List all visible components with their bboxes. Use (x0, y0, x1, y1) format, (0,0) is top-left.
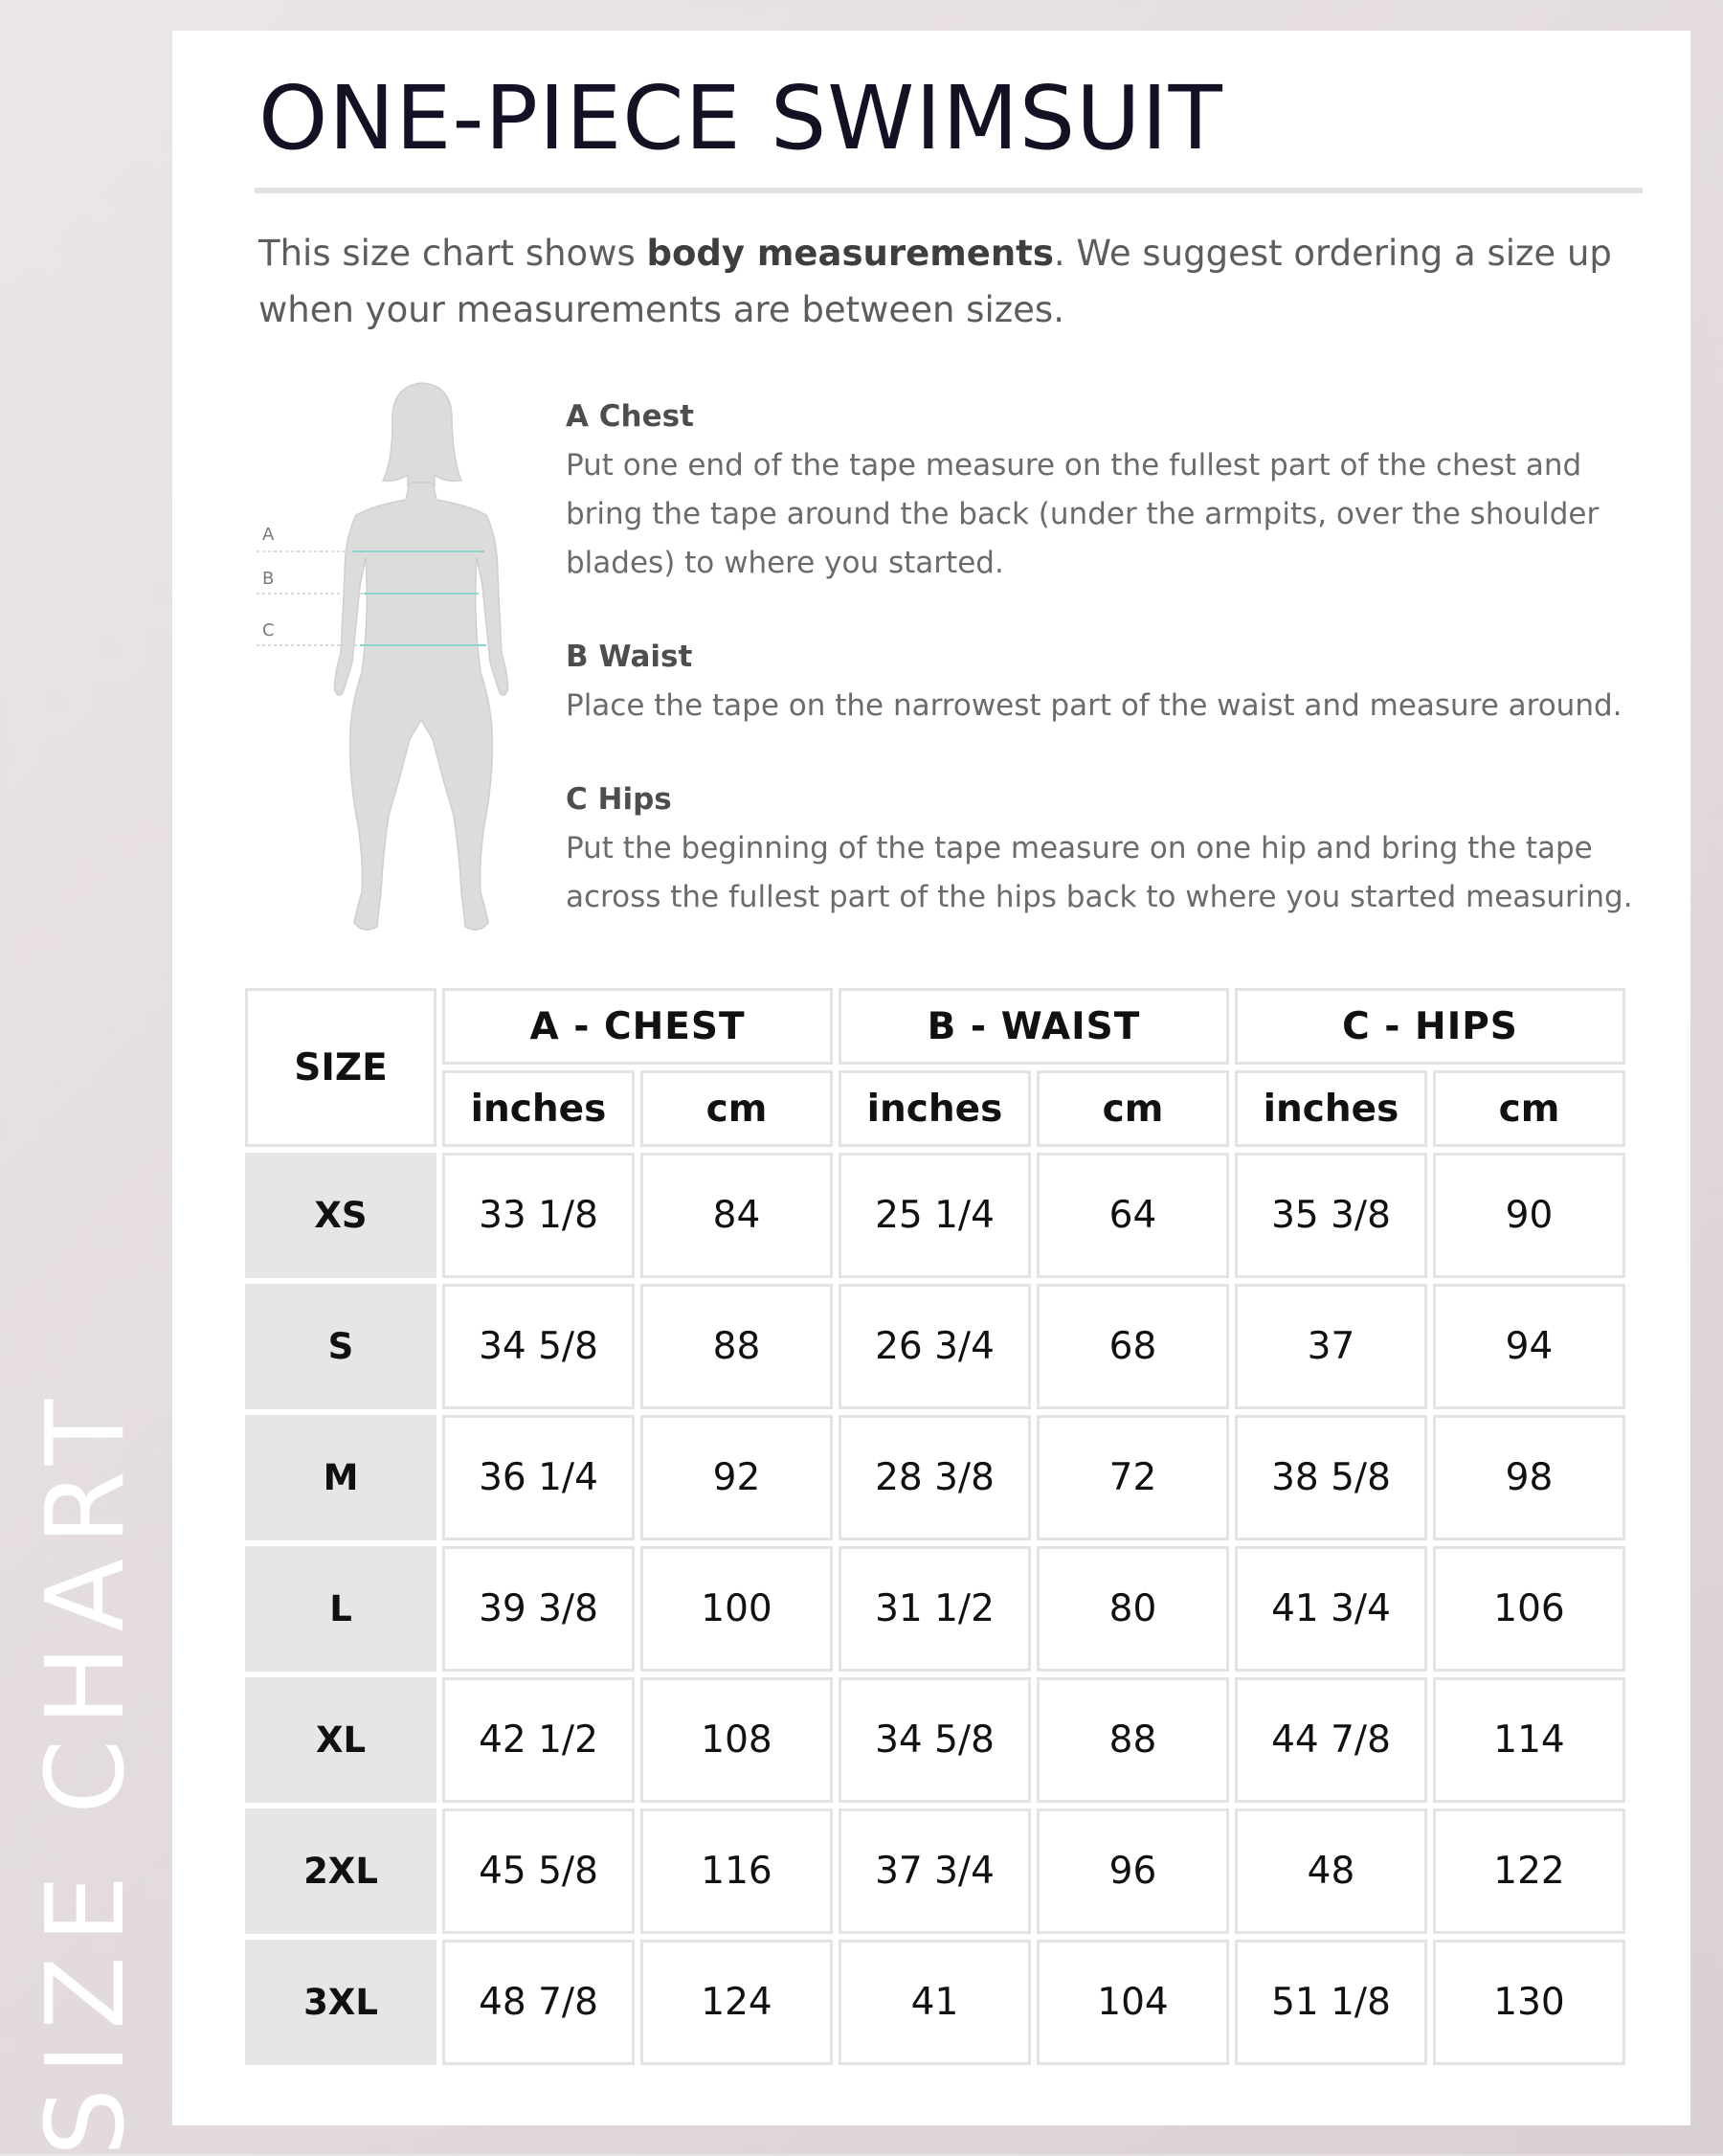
measurement-cell: 88 (640, 1284, 833, 1409)
measurement-cell: 48 (1235, 1808, 1427, 1934)
marker-a: A (262, 525, 275, 545)
measurement-cell: 64 (1037, 1153, 1229, 1278)
unit-header: inches (442, 1070, 635, 1147)
instruction-text: Put the beginning of the tape measure on one hip and bring the tape across the fullest part of the hips back to where you started measuring. (566, 831, 1633, 914)
table-header-row (245, 988, 1625, 1065)
measurement-cell: 31 1/2 (839, 1546, 1031, 1672)
measurement-cell: 28 3/8 (839, 1415, 1031, 1540)
instruction-chest (566, 397, 1647, 588)
size-table (239, 982, 1631, 2071)
measurement-cell: 96 (1037, 1808, 1229, 1934)
measurement-cell: 90 (1433, 1153, 1625, 1278)
measurement-cell: 104 (1037, 1940, 1229, 2065)
table-row (245, 1415, 1625, 1540)
measurement-cell: 41 3/4 (1235, 1546, 1427, 1672)
measurement-cell: 33 1/8 (442, 1153, 635, 1278)
intro-bold: body measurements (646, 233, 1054, 274)
unit-header: cm (1037, 1070, 1229, 1147)
table-row (245, 1808, 1625, 1934)
size-column-header: SIZE (245, 988, 436, 1147)
group-header-waist: B - WAIST (839, 988, 1229, 1065)
measurement-cell: 37 (1235, 1284, 1427, 1409)
size-label-cell: 3XL (245, 1940, 436, 2065)
size-label-cell: M (245, 1415, 436, 1540)
unit-header: inches (1235, 1070, 1427, 1147)
measurement-cell: 108 (640, 1677, 833, 1803)
marker-c: C (262, 620, 275, 640)
measurement-cell: 42 1/2 (442, 1677, 635, 1803)
body-silhouette-icon (257, 375, 582, 950)
page-title: ONE-PIECE SWIMSUIT (258, 67, 1223, 169)
unit-header: inches (839, 1070, 1031, 1147)
size-table-body (245, 1153, 1625, 2065)
measurement-cell: 34 5/8 (442, 1284, 635, 1409)
group-header-chest: A - CHEST (442, 988, 833, 1065)
table-row (245, 1546, 1625, 1672)
measurement-cell: 100 (640, 1546, 833, 1672)
table-unit-row (245, 1070, 1625, 1147)
unit-header: cm (1433, 1070, 1625, 1147)
measurement-cell: 35 3/8 (1235, 1153, 1427, 1278)
size-label-cell: S (245, 1284, 436, 1409)
measurement-cell: 39 3/8 (442, 1546, 635, 1672)
measurement-cell: 25 1/4 (839, 1153, 1031, 1278)
intro-text (258, 225, 1637, 338)
measurement-cell: 26 3/4 (839, 1284, 1031, 1409)
unit-header: cm (640, 1070, 833, 1147)
table-row (245, 1940, 1625, 2065)
size-label-cell: L (245, 1546, 436, 1672)
measurement-cell: 88 (1037, 1677, 1229, 1803)
measurement-cell: 34 5/8 (839, 1677, 1031, 1803)
measurement-cell: 48 7/8 (442, 1940, 635, 2065)
title-divider (255, 188, 1643, 193)
instruction-text: Place the tape on the narrowest part of the waist and measure around. (566, 688, 1622, 723)
measurement-cell: 130 (1433, 1940, 1625, 2065)
measurement-cell: 72 (1037, 1415, 1229, 1540)
size-label-cell: 2XL (245, 1808, 436, 1934)
table-row (245, 1284, 1625, 1409)
measurement-cell: 94 (1433, 1284, 1625, 1409)
intro-before: This size chart shows (258, 233, 647, 274)
measurement-cell: 106 (1433, 1546, 1625, 1672)
instruction-heading: C Hips (566, 782, 672, 817)
instruction-heading: B Waist (566, 640, 693, 674)
measurement-cell: 124 (640, 1940, 833, 2065)
table-row (245, 1677, 1625, 1803)
measurement-cell: 122 (1433, 1808, 1625, 1934)
measurement-cell: 44 7/8 (1235, 1677, 1427, 1803)
measurement-cell: 92 (640, 1415, 833, 1540)
body-measurement-figure (257, 375, 582, 950)
intro-after: . We suggest ordering a size up when your measurements are between sizes. (258, 233, 1612, 330)
measurement-cell: 116 (640, 1808, 833, 1934)
size-label-cell: XS (245, 1153, 436, 1278)
instruction-waist (566, 638, 1647, 730)
measurement-cell: 41 (839, 1940, 1031, 2065)
measurement-cell: 80 (1037, 1546, 1229, 1672)
marker-b: B (262, 569, 275, 589)
measurement-cell: 84 (640, 1153, 833, 1278)
side-label-text: SIZE CHART (24, 1385, 148, 2156)
instruction-text: Put one end of the tape measure on the fullest part of the chest and bring the tape around the back (under the armpits, over the shoulder blades) to where you started. (566, 448, 1600, 580)
instruction-hips (566, 780, 1647, 922)
group-header-hips: C - HIPS (1235, 988, 1625, 1065)
measurement-cell: 98 (1433, 1415, 1625, 1540)
measurement-cell: 51 1/8 (1235, 1940, 1427, 2065)
measurement-cell: 45 5/8 (442, 1808, 635, 1934)
measurement-cell: 114 (1433, 1677, 1625, 1803)
measurement-cell: 36 1/4 (442, 1415, 635, 1540)
size-label-cell: XL (245, 1677, 436, 1803)
measurement-cell: 37 3/4 (839, 1808, 1031, 1934)
measurement-cell: 68 (1037, 1284, 1229, 1409)
measurement-instructions (566, 397, 1647, 972)
side-label (0, 1385, 172, 2156)
measurement-cell: 38 5/8 (1235, 1415, 1427, 1540)
instruction-heading: A Chest (566, 399, 694, 434)
table-row (245, 1153, 1625, 1278)
size-chart-sheet (172, 31, 1690, 2125)
